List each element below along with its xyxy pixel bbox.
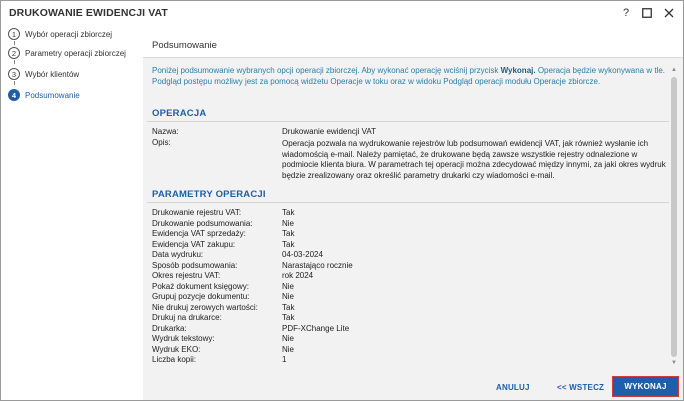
param-label: Ewidencja VAT sprzedaży:: [152, 229, 246, 238]
wizard-steps: [1, 25, 143, 400]
maximize-icon: [642, 8, 652, 18]
param-label: Sposób podsumowania:: [152, 260, 238, 270]
panel-title: Podsumowanie: [152, 40, 217, 51]
section-divider: [147, 202, 669, 203]
param-value: Nie: [282, 292, 295, 301]
step-connector: [14, 81, 15, 85]
panel-header: [143, 25, 683, 58]
back-button[interactable]: << WSTECZ: [557, 383, 605, 392]
param-value: Tak: [282, 313, 295, 322]
step-label-4: Podsumowanie: [25, 90, 80, 100]
section-divider: [147, 121, 669, 122]
operation-desc-value: Operacja pozwala na wydrukowanie rejestrów lub podsumowań ewidencji VAT, jak również wysłanie ich wiadomością e-mail. Należy pamiętać, że drukowane będą zawsze wszystkie rejestry odnalezione w podmiocie klienta biura. W parametrach tej operacji można zdecydować między innymi, za jaki okres wydruk będzie zrealizowany oraz określić parametry drukarki czy wiadomości e-mail.: [282, 139, 666, 180]
param-label: Wydruk tekstowy:: [152, 334, 215, 343]
operation-desc-label: Opis:: [152, 138, 171, 147]
param-value: Nie: [282, 334, 295, 343]
param-value: Nie: [282, 218, 295, 228]
step-3[interactable]: [8, 67, 79, 81]
scroll-down-icon[interactable]: ▼: [671, 360, 677, 366]
step-connector: [14, 60, 15, 64]
cancel-button[interactable]: ANULUJ: [496, 383, 530, 392]
param-value: Tak: [282, 208, 295, 217]
section-heading-operacja: OPERACJA: [152, 108, 207, 119]
step-number-4: 4: [8, 89, 20, 101]
maximize-button[interactable]: [639, 5, 655, 21]
title-bar: [1, 1, 683, 25]
step-1[interactable]: [8, 27, 112, 41]
param-label: Drukuj na drukarce:: [152, 313, 222, 322]
param-value: Tak: [282, 229, 295, 238]
param-label: Okres rejestru VAT:: [152, 271, 221, 280]
param-value: Tak: [282, 302, 295, 312]
param-value: Tak: [282, 239, 295, 249]
info-text-bold: Wykonaj.: [500, 66, 536, 75]
scroll-up-icon[interactable]: ▲: [671, 67, 677, 73]
window-title: DRUKOWANIE EWIDENCJI VAT: [9, 7, 168, 19]
execute-button[interactable]: WYKONAJ: [612, 376, 679, 397]
help-button[interactable]: [618, 5, 634, 21]
param-label: Liczba kopii:: [152, 355, 197, 364]
param-label: Wydruk EKO:: [152, 344, 201, 354]
param-value: Nie: [282, 281, 295, 291]
close-button[interactable]: [661, 5, 677, 21]
param-value: PDF-XChange Lite: [282, 323, 350, 333]
step-number-2: 2: [8, 47, 20, 59]
close-icon: [664, 8, 674, 18]
param-value: 1: [282, 355, 287, 364]
step-label-2: Parametry operacji zbiorczej: [25, 48, 126, 58]
param-label: Drukarka:: [152, 323, 187, 333]
param-label: Pokaż dokument księgowy:: [152, 281, 249, 291]
step-number-3: 3: [8, 68, 20, 80]
info-text: [152, 65, 670, 87]
step-number-1: 1: [8, 28, 20, 40]
param-value: Nie: [282, 344, 295, 354]
param-value: rok 2024: [282, 271, 314, 280]
help-icon: ?: [622, 7, 630, 19]
step-connector: [14, 41, 15, 45]
step-label-3: Wybór klientów: [25, 69, 80, 79]
step-4[interactable]: [8, 88, 80, 102]
param-label: Data wydruku:: [152, 250, 204, 259]
operation-name-label: Nazwa:: [152, 127, 179, 136]
info-text-part2: Operacja będzie wykonywana w tle. Podgląd postępu możliwy jest za pomocą widżetu Operacje w toku oraz w widoku Podgląd operacji modułu Operacje zbiorcze.: [152, 66, 665, 86]
section-heading-parametry: PARAMETRY OPERACJI: [152, 189, 266, 200]
main-panel: [143, 25, 683, 400]
info-text-part1: Poniżej podsumowanie wybranych opcji operacji zbiorczej. Aby wykonać operację wciśnij przycisk: [152, 66, 501, 75]
step-2[interactable]: [8, 46, 126, 60]
param-value: Narastająco rocznie: [282, 260, 353, 270]
param-label: Nie drukuj zerowych wartości:: [152, 302, 258, 312]
param-label: Drukowanie podsumowania:: [152, 218, 253, 228]
param-label: Ewidencja VAT zakupu:: [152, 239, 236, 249]
param-value: 04-03-2024: [282, 250, 323, 259]
param-label: Drukowanie rejestru VAT:: [152, 208, 242, 217]
scrollbar-thumb[interactable]: [671, 77, 677, 357]
operation-name-value: Drukowanie ewidencji VAT: [282, 127, 376, 136]
param-label: Grupuj pozycje dokumentu:: [152, 292, 250, 301]
step-label-1: Wybór operacji zbiorczej: [25, 29, 113, 39]
